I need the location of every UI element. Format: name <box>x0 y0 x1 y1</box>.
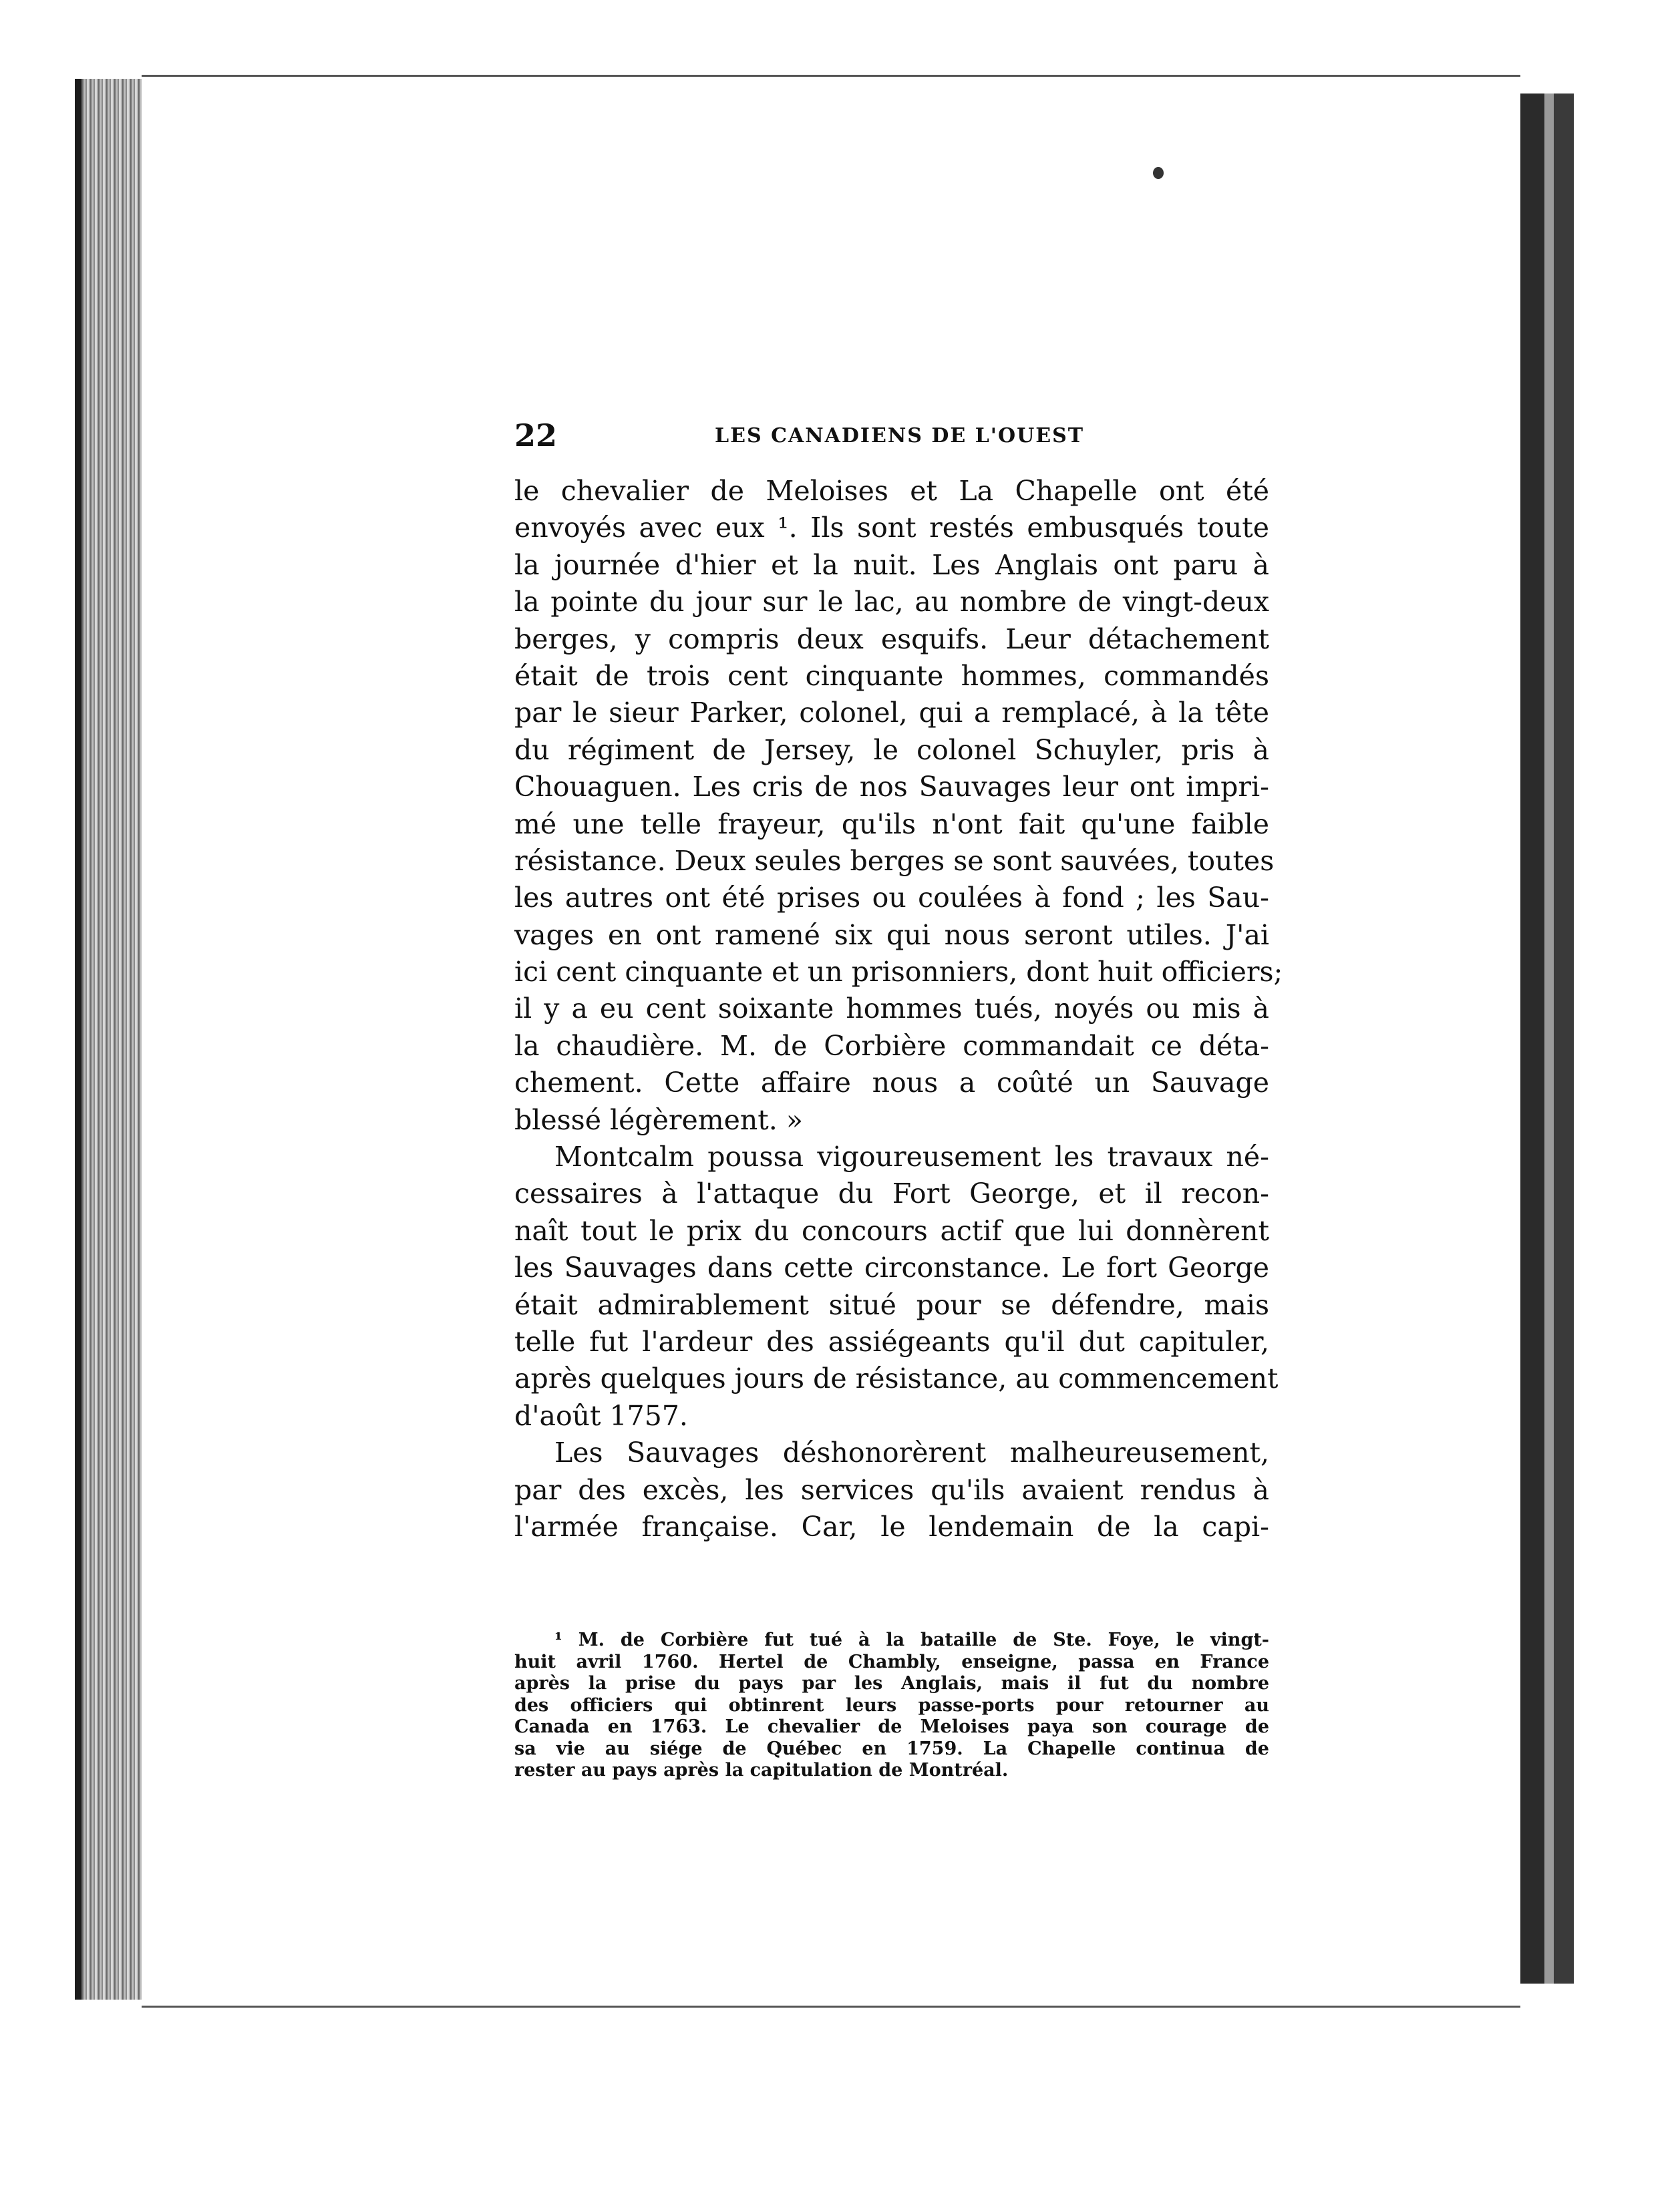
running-title: LES CANADIENS DE L'OUEST <box>715 424 1085 447</box>
text-line: le chevalier de Meloises et La Chapelle ont été <box>514 475 1269 507</box>
text-line: vages en ont ramené six qui nous seront utiles. J'ai <box>514 918 1269 951</box>
text-line: ici cent cinquante et un prisonniers, dont huit officiers; <box>514 956 1283 988</box>
footnote-line: rester au pays après la capitulation de Montréal. <box>514 1760 1009 1781</box>
running-header <box>514 417 1269 457</box>
text-line: chement. Cette affaire nous a coûté un Sauvage <box>514 1067 1269 1099</box>
book-page-edges <box>75 79 148 2000</box>
text-line: naît tout le prix du concours actif que lui donnèrent <box>514 1214 1269 1247</box>
text-line: les autres ont été prises ou coulées à fond ; les Sau- <box>514 882 1269 914</box>
text-line: l'armée française. Car, le lendemain de la capi- <box>514 1510 1269 1543</box>
text-line: les Sauvages dans cette circonstance. Le fort George <box>514 1252 1269 1284</box>
text-line: blessé légèrement. » <box>514 1103 803 1136</box>
body-text <box>514 473 1283 1545</box>
text-line: après quelques jours de résistance, au commencement <box>514 1362 1279 1395</box>
footnote-line: des officiers qui obtinrent leurs passe-ports pour retourner au <box>514 1694 1269 1716</box>
footnote-line: après la prise du pays par les Anglais, mais il fut du nombre <box>514 1673 1269 1694</box>
footnote-line: ¹ M. de Corbière fut tué à la bataille de Ste. Foye, le vingt- <box>554 1630 1269 1650</box>
footnote-line: huit avril 1760. Hertel de Chambly, enseigne, passa en France <box>514 1651 1269 1672</box>
text-line: d'août 1757. <box>514 1399 688 1432</box>
footnote-line: Canada en 1763. Le chevalier de Meloises paya son courage de <box>514 1716 1269 1737</box>
binding-shadow <box>1520 94 1544 1984</box>
text-line: était admirablement situé pour se défendre, mais <box>514 1288 1269 1321</box>
text-line: Chouaguen. Les cris de nos Sauvages leur ont impri- <box>514 771 1269 803</box>
text-line: Les Sauvages déshonorèrent malheureusement, <box>554 1437 1269 1469</box>
text-line: mé une telle frayeur, qu'ils n'ont fait qu'une faible <box>514 807 1269 840</box>
text-line: il y a eu cent soixante hommes tués, noyés ou mis à <box>514 992 1269 1025</box>
text-line: la pointe du jour sur le lac, au nombre de vingt-deux <box>514 586 1269 618</box>
binding-shadow-outer <box>1554 94 1574 1984</box>
text-line: Montcalm poussa vigoureusement les travaux né- <box>554 1141 1269 1173</box>
footnote-line: sa vie au siége de Québec en 1759. La Chapelle continua de <box>514 1738 1269 1759</box>
text-line: était de trois cent cinquante hommes, commandés <box>514 659 1269 692</box>
text-line: par le sieur Parker, colonel, qui a remplacé, à la tête <box>514 697 1269 729</box>
text-line: du régiment de Jersey, le colonel Schuyler, pris à <box>514 733 1269 766</box>
text-line: berges, y compris deux esquifs. Leur détachement <box>514 622 1269 655</box>
page-number: 22 <box>514 417 558 453</box>
binding-edge <box>1544 94 1554 1984</box>
text-line: la journée d'hier et la nuit. Les Anglais ont paru à <box>514 548 1269 581</box>
text-line: résistance. Deux seules berges se sont sauvées, toutes <box>514 844 1275 877</box>
text-line: la chaudière. M. de Corbière commandait ce déta- <box>514 1029 1269 1062</box>
text-line: telle fut l'ardeur des assiégeants qu'il dut capituler, <box>514 1325 1269 1358</box>
text-line: par des excès, les services qu'ils avaient rendus à <box>514 1473 1269 1506</box>
footnote <box>514 1630 1269 1782</box>
scan-speck <box>1153 167 1164 179</box>
text-line: envoyés avec eux ¹. Ils sont restés embusqués toute <box>514 512 1269 544</box>
text-line: cessaires à l'attaque du Fort George, et il recon- <box>514 1177 1269 1210</box>
